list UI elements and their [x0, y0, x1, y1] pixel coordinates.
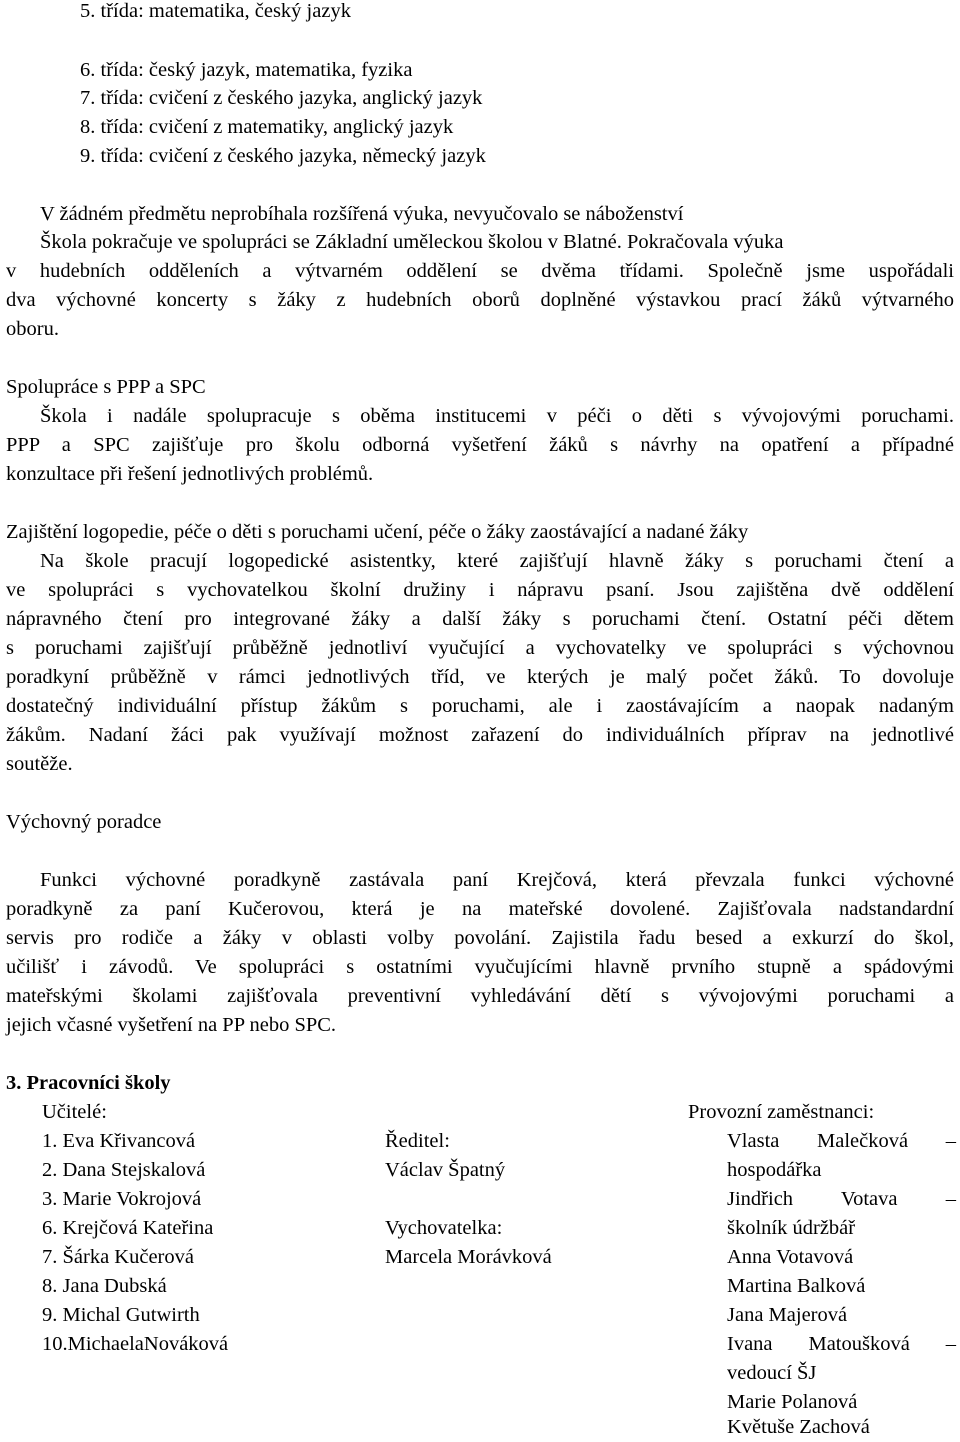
advisor-heading: Výchovný poradce — [6, 811, 162, 833]
ppp-line-2: PPP a SPC zajišťuje pro školu odborná vyšetření žáků s návrhy na opatření a případné — [6, 434, 954, 456]
class-9-line: 9. třída: cvičení z českého jazyka, německý jazyk — [80, 145, 486, 167]
educator-label: Vychovatelka: — [385, 1217, 503, 1239]
teacher-item: 1. Eva Křivancová — [42, 1130, 196, 1152]
educator-name: Marcela Morávková — [385, 1246, 552, 1268]
operations-item: školník údržbář — [727, 1217, 856, 1239]
class-7-line: 7. třída: cvičení z českého jazyka, anglický jazyk — [80, 87, 483, 109]
art-school-line-1: Škola pokračuje ve spolupráci se Základní uměleckou školou v Blatné. Pokračovala výuka — [40, 231, 784, 253]
operations-item: Ivana Matoušková – — [727, 1333, 956, 1355]
advisor-line-4: učilišť i závodů. Ve spolupráci s ostatními vyučujícími hlavně prvního stupně a spádovými — [6, 956, 954, 978]
director-name: Václav Špatný — [385, 1159, 506, 1181]
teacher-item: 7. Šárka Kučerová — [42, 1246, 194, 1268]
advisor-line-6: jejich včasné vyšetření na PP nebo SPC. — [6, 1014, 337, 1036]
logopedics-line-4: s poruchami zajišťují průběžně jednotliví vyučující a vychovatelky ve spolupráci s výchovnou — [6, 637, 954, 659]
advisor-line-5: mateřskými školami zajišťovala preventivní vyhledávání dětí s vývojovými poruchami a — [6, 985, 954, 1007]
class-6-line: 6. třída: český jazyk, matematika, fyzika — [80, 59, 413, 81]
teacher-item: 3. Marie Vokrojová — [42, 1188, 202, 1210]
staff-heading: 3. Pracovníci školy — [6, 1072, 171, 1094]
operations-item: hospodářka — [727, 1159, 822, 1181]
operations-item: Jana Majerová — [727, 1304, 848, 1326]
operations-label: Provozní zaměstnanci: — [688, 1101, 875, 1123]
art-school-line-2: v hudebních odděleních a výtvarném oddělení se dvěma třídami. Společně jsme uspořádali — [6, 260, 954, 282]
class-8-line: 8. třída: cvičení z matematiky, anglický jazyk — [80, 116, 454, 138]
director-label: Ředitel: — [385, 1130, 450, 1152]
art-school-line-4: oboru. — [6, 318, 59, 340]
art-school-line-3: dva výchovné koncerty s žáky z hudebních oborů doplněné výstavkou prací žáků výtvarného — [6, 289, 954, 311]
logopedics-line-1: Na škole pracují logopedické asistentky, které zajišťují hlavně žáky s poruchami čtení a — [40, 550, 954, 572]
class-5-line: 5. třída: matematika, český jazyk — [80, 0, 351, 22]
ppp-line-1: Škola i nadále spolupracuje s oběma institucemi v péči o děti s vývojovými poruchami. — [40, 405, 954, 427]
logopedics-line-6: dostatečný individuální přístup žákům s poruchami, ale i zaostávajícím a naopak nadaným — [6, 695, 954, 717]
teacher-item: 8. Jana Dubská — [42, 1275, 167, 1297]
ppp-heading: Spolupráce s PPP a SPC — [6, 376, 206, 398]
logopedics-line-7: žákům. Nadaní žáci pak využívají možnost zařazení do individuálních příprav na jednotlivé — [6, 724, 954, 746]
operations-item: Květuše Zachová — [727, 1416, 870, 1438]
ppp-line-3: konzultace při řešení jednotlivých problémů. — [6, 463, 374, 485]
logopedics-line-8: soutěže. — [6, 753, 73, 775]
teacher-item: 2. Dana Stejskalová — [42, 1159, 206, 1181]
logopedics-line-5: poradkyní průběžně v rámci jednotlivých tříd, ve kterých je malý počet žáků. To dovoluje — [6, 666, 954, 688]
operations-item: Jindřich Votava – — [727, 1188, 956, 1210]
advisor-line-2: poradkyně za paní Kučerovou, která je na mateřské dovolené. Zajišťovala nadstandardní — [6, 898, 954, 920]
teacher-item: 9. Michal Gutwirth — [42, 1304, 200, 1326]
advisor-line-3: servis pro rodiče a žáky v oblasti volby povolání. Zajistila řadu besed a exkurzí do škol, — [6, 927, 954, 949]
teachers-label: Učitelé: — [42, 1101, 107, 1123]
teacher-item: 10.MichaelaNováková — [42, 1333, 229, 1355]
teacher-item: 6. Krejčová Kateřina — [42, 1217, 214, 1239]
operations-item: Marie Polanová — [727, 1391, 858, 1413]
advisor-line-1: Funkci výchovné poradkyně zastávala paní Krejčová, která převzala funkci výchovné — [40, 869, 954, 891]
operations-item: Vlasta Malečková – — [727, 1130, 956, 1152]
logopedics-line-2: ve spolupráci s vychovatelkou školní družiny i nápravu psaní. Jsou zajištěna dvě oddělení — [6, 579, 954, 601]
logopedics-heading: Zajištění logopedie, péče o děti s poruchami učení, péče o žáky zaostávající a nadané žáky — [6, 521, 749, 543]
no-extended-paragraph: V žádném předmětu neprobíhala rozšířená výuka, nevyučovalo se náboženství — [40, 203, 684, 225]
logopedics-line-3: nápravného čtení pro integrované žáky a další žáky s poruchami čtení. Ostatní péči dětem — [6, 608, 954, 630]
operations-item: vedoucí ŠJ — [727, 1362, 817, 1384]
operations-item: Anna Votavová — [727, 1246, 854, 1268]
operations-item: Martina Balková — [727, 1275, 866, 1297]
